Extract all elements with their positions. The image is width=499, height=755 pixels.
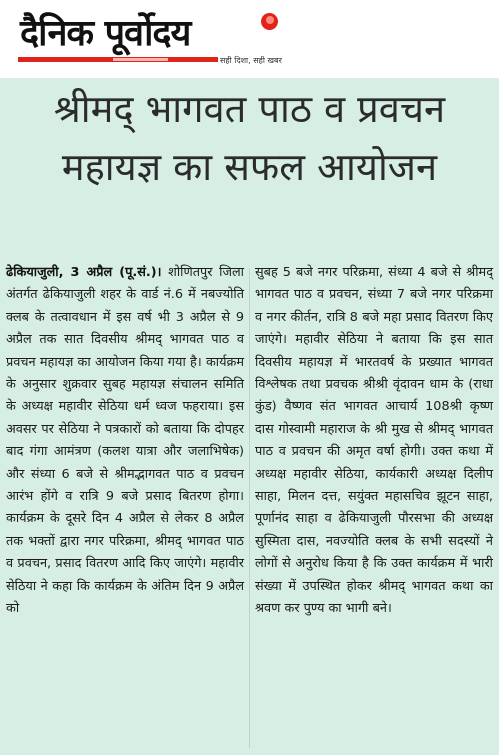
newspaper-logo: दैनिक पूर्वोदय bbox=[20, 13, 191, 54]
article-body-right: सुबह 5 बजे नगर परिक्रमा, संध्या 4 बजे से श्रीमद् भागवत पाठ व प्रवचन, संध्या 7 बजे नगर परिक्रमा व नगर कीर्तन, रात्रि 8 बजे महा प्रसाद वितरण किए जाएंगे। महावीर सेठिया ने बताया कि इस सात दिवसीय महायज्ञ में भारतवर्ष के प्रख्यात भागवत विश्लेषक तथा प्रवचक श्रीश्री वृंदावन धाम के (राधा कुंड) वैष्णव संत भागवत आचार्य 108श्री कृष्ण दास गोस्वामी महाराज के श्री मुख से श्रीमद् भागवत पाठ व प्रवचन की अमृत वर्षा होगी। उक्त कथा में अध्यक्ष महावीर सेठिया, कार्यकारी अध्यक्ष दिलीप साहा, मिलन दत्त, सयुंक्त महासचिव झूटन साहा, पूर्णानंद साहा व ढेकियाजुली पौरसभा की अध्यक्ष सुस्मिता दास, नवज्योति क्लब के सभी सदस्यों ने लोगों से अनुरोध किया है कि उक्त कार्यक्रम में भारी संख्या में उपस्थित होकर श्रीमद् भागवत कथा का श्रवण कर पुण्य का भागी बने। bbox=[255, 265, 493, 617]
article-dateline: ढेकियाजुली, 3 अप्रैल (पू.सं.)। bbox=[6, 265, 162, 280]
column-divider bbox=[249, 268, 250, 748]
article-column-left bbox=[6, 262, 244, 621]
logo-underline bbox=[18, 57, 218, 62]
article bbox=[0, 78, 499, 755]
masthead-tagline: सही दिशा, सही खबर bbox=[220, 56, 282, 65]
article-column-right bbox=[255, 262, 493, 621]
article-body-left: शोणितपुर जिला अंतर्गत ढेकियाजुली शहर के वार्ड नं.6 में नबज्योति क्लब के तत्वावधान में इस वर्ष भी 3 अप्रैल से 9 अप्रैल तक सात दिवसीय श्रीमद् भागवत पाठ व प्रवचन महायज्ञ का आयोजन किया गया है। कार्यक्रम के अनुसार शुक्रवार सुबह महायज्ञ संचालन समिति के अध्यक्ष महावीर सेठिया धर्म ध्वज फहराया। इस अवसर पर सेठिया ने पत्रकारों को बताया कि दोपहर बाद गंगा आमंत्रण (कलश यात्रा और जलाभिषेक) और संध्या 6 बजे से श्रीमद्भागवत पाठ व प्रवचन आरंभ होंगे व रात्रि 9 बजे प्रसाद बितरण होगा। कार्यक्रम के दूसरे दिन 4 अप्रैल से लेकर 8 अप्रैल तक भक्तों द्वारा नगर परिक्रमा, श्रीमद् भागवत पाठ व प्रवचन, प्रसाद वितरण आदि किए जाएंगे। महावीर सेठिया ने कहा कि कार्यक्रम के अंतिम दिन 9 अप्रैल को bbox=[6, 265, 244, 617]
masthead bbox=[8, 6, 298, 78]
article-headline: श्रीमद् भागवत पाठ व प्रवचन महायज्ञ का सफल आयोजन bbox=[53, 87, 446, 189]
logo-sun-icon bbox=[261, 13, 278, 30]
